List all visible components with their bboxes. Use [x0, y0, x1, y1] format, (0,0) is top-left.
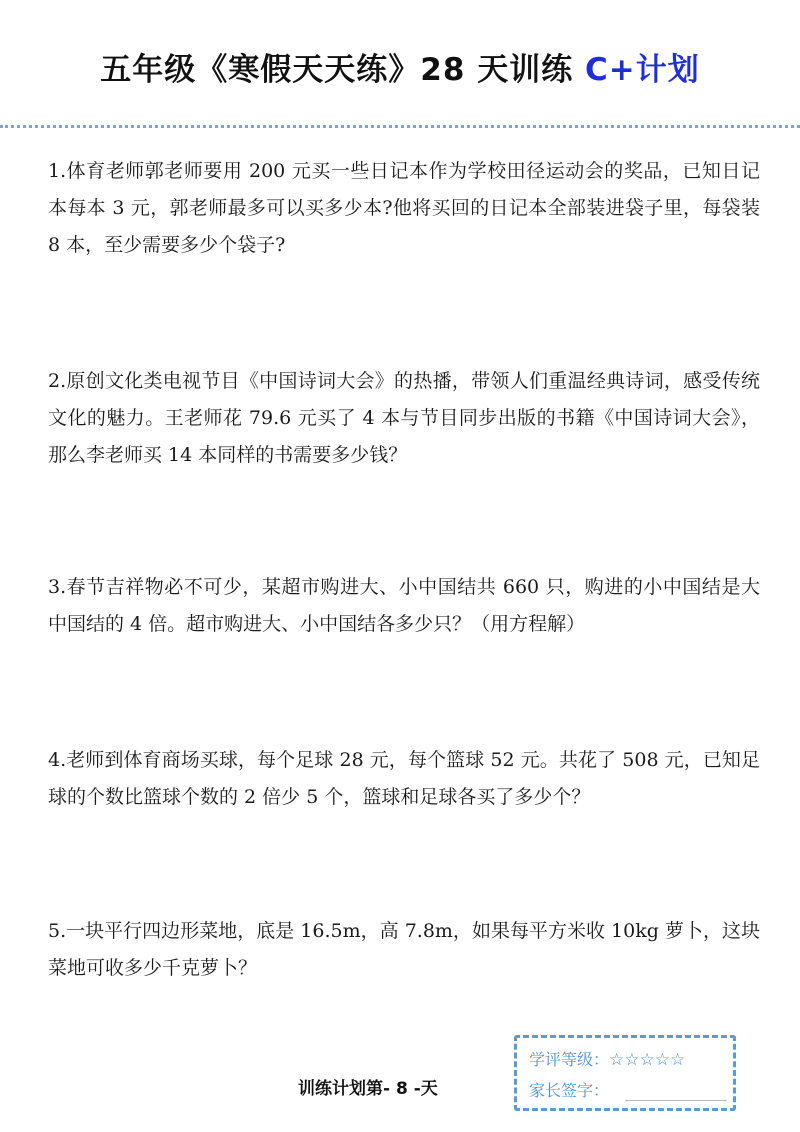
grade-stars[interactable]: ☆☆☆☆☆ — [609, 1050, 686, 1070]
training-plan-day-label: 训练计划第- 8 -天 — [298, 1079, 438, 1099]
page-title — [0, 44, 800, 89]
question-5: 5.一块平行四边形菜地，底是 16.5m，高 7.8m，如果每平方米收 10kg 萝卜，这块菜地可收多少千克萝卜？ — [48, 920, 760, 979]
question-2: 2.原创文化类电视节目《中国诗词大会》的热播，带领人们重温经典诗词，感受传统文化的魅力。王老师花 79.6 元买了 4 本与节目同步出版的书籍《中国诗词大会》，那么李老师买 14 本同样的书需要多少钱？ — [48, 370, 760, 466]
question-3: 3.春节吉祥物必不可少，某超市购进大、小中国结共 660 只，购进的小中国结是大中国结的 4 倍。超市购进大、小中国结各多少只？（用方程解） — [48, 576, 760, 635]
grade-row — [529, 1047, 685, 1070]
signature-label: 家长签字： — [529, 1081, 610, 1100]
evaluation-box — [514, 1035, 736, 1111]
signature-row — [529, 1078, 609, 1101]
grade-label: 学评等级： — [529, 1050, 610, 1069]
dotted-divider — [0, 125, 800, 128]
page-title-main: 五年级《寒假天天练》28 天训练 — [100, 52, 585, 88]
question-4: 4.老师到体育商场买球，每个足球 28 元，每个篮球 52 元。共花了 508 元，已知足球的个数比篮球个数的 2 倍少 5 个，篮球和足球各买了多少个？ — [48, 749, 760, 808]
page-title-accent: C+计划 — [585, 52, 700, 88]
signature-line[interactable] — [625, 1100, 727, 1101]
question-1: 1.体育老师郭老师要用 200 元买一些日记本作为学校田径运动会的奖品，已知日记本每本 3 元，郭老师最多可以买多少本?他将买回的日记本全部装进袋子里，每袋装 8 本，至少需要多少个袋子? — [48, 160, 760, 256]
